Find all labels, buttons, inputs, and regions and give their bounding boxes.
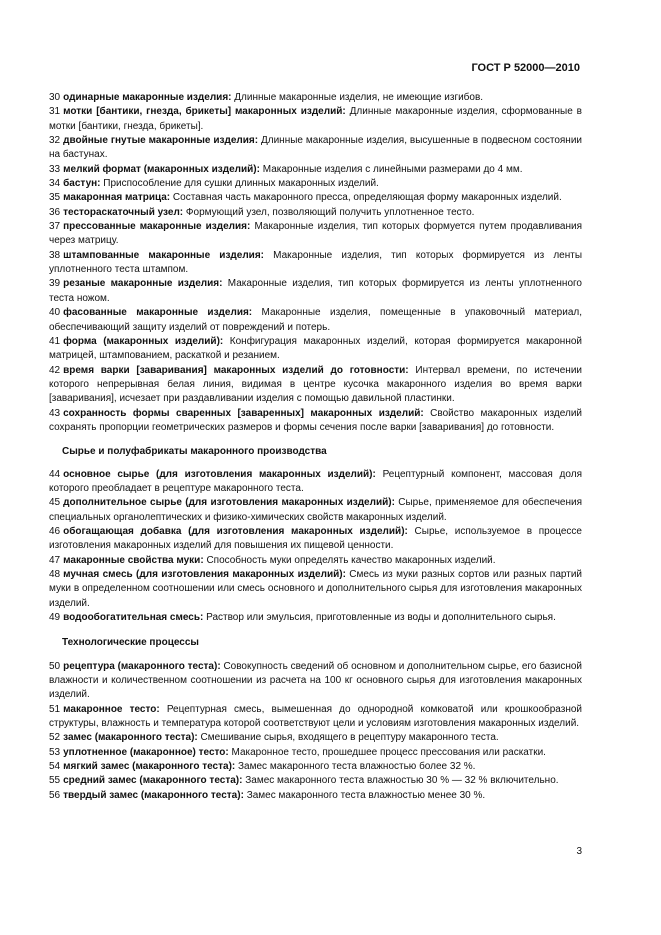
term-name: прессованные макаронные изделия: [63,221,251,233]
term-name: мотки [бантики, гнезда, брикеты] макаронных изделий: [63,106,346,118]
term-definition: Совокупность сведений об основном и дополнительном сырье, его базисной влажности и количественном соотношении из расчета на 100 кг основного сырья для изготовления макаронных изделий. [49,660,582,701]
term-definition: Смешивание сырья, входящего в рецептуру макаронного теста. [200,732,499,744]
term-name: водообогатительная смесь: [63,612,204,624]
term-entry [49,568,582,611]
section-heading-processes: Технологические процессы [62,637,199,649]
term-name: резаные макаронные изделия: [63,278,223,290]
term-definition: Сырье, применяемое для обеспечения специальных органолептических и физико-химических свойств макаронных изделий. [49,497,582,523]
term-number: 55 [49,775,61,787]
term-list-processes [49,660,582,803]
term-entry [49,163,582,177]
term-name: сохранность формы сваренных [заваренных] макаронных изделий: [63,407,424,419]
term-number: 40 [49,307,61,319]
term-number: 51 [49,703,61,715]
term-definition: Конфигурация макаронных изделий, которая формируется макаронной матрицей, штампованием, раскаткой и резанием. [49,335,582,362]
term-definition: Свойство макаронных изделий сохранять пропорции геометрических размеров и формы сечения после варки [заваривания] до готовности. [49,407,582,433]
term-list-raw-materials [49,468,582,626]
term-name: средний замес (макаронного теста): [63,775,243,787]
term-number: 35 [49,192,61,204]
term-number: 33 [49,163,61,175]
term-name: макаронные свойства муки: [63,554,204,566]
term-definition: Замес макаронного теста влажностью 30 % — 32 % включительно. [245,775,559,787]
term-entry [49,191,582,205]
term-definition: Длинные макаронные изделия, не имеющие изгибов. [234,92,484,103]
term-definition: Макаронные изделия, тип которых формуется путем продавливания через матрицу. [49,221,583,247]
document-body [49,91,582,803]
term-name: одинарные макаронные изделия: [63,92,232,103]
term-entry [49,660,582,703]
term-definition: Рецептурный компонент, массовая доля которого преобладает в рецептуре макаронного теста. [49,468,582,494]
term-entry [49,760,582,774]
term-number: 56 [49,789,61,801]
term-name: мягкий замес (макаронного теста): [63,761,236,773]
term-entry [49,335,582,364]
term-definition: Сырье, используемое в процессе изготовления макаронных изделий для повышения их пищевой ценности. [49,525,582,552]
term-entry [49,91,582,105]
term-entry [49,611,582,625]
term-number: 52 [49,732,61,744]
term-number: 50 [49,660,61,672]
term-name: двойные гнутые макаронные изделия: [63,135,259,147]
term-definition: Составная часть макаронного пресса, определяющая форму макаронных изделий. [172,192,562,204]
term-name: время варки [заваривания] макаронных изделий до готовности: [63,364,409,376]
term-name: основное сырье (для изготовления макаронных изделий): [63,468,376,480]
term-entry [49,554,582,568]
term-number: 43 [49,407,61,419]
term-definition: Смесь из муки разных сортов или разных партий муки в определенном соотношении или смесь основного и дополнительного сырья для изготовления макаронных изделий. [49,569,583,609]
term-entry [49,468,582,497]
term-name: штампованные макаронные изделия: [63,249,264,261]
term-list-forms [49,91,582,435]
term-entry [49,746,582,760]
term-entry [49,249,582,278]
term-name: рецептура (макаронного теста): [63,660,221,672]
term-entry [49,789,582,803]
section-heading-raw-materials: Сырье и полуфабрикаты макаронного производства [62,446,327,458]
term-entry [49,306,582,335]
term-name: макаронная матрица: [63,192,171,204]
term-name: дополнительное сырье (для изготовления макаронных изделий): [63,497,395,509]
term-definition: Макаронные изделия, помещенные в упаковочный материал, обеспечивающий защиту изделий от повреждений и потерь. [49,307,582,333]
term-name: форма (макаронных изделий): [63,335,224,347]
term-entry [49,774,582,788]
term-definition: Макаронные изделия, тип которых формируется из ленты уплотненного теста ножом. [49,278,582,304]
term-name: мучная смесь (для изготовления макаронных изделий): [63,569,346,580]
term-entry [49,220,582,249]
term-number: 41 [49,335,61,347]
term-entry [49,277,582,306]
term-number: 37 [49,221,61,233]
term-number: 49 [49,612,61,624]
term-definition: Макаронное тесто, прошедшее процесс прессования или раскатки. [231,746,546,758]
term-definition: Раствор или эмульсия, приготовленные из воды и дополнительного сырья. [206,612,556,624]
term-number: 47 [49,554,61,566]
term-definition: Макаронные изделия, тип которых формируется из ленты уплотненного теста штампом. [49,249,583,276]
term-number: 45 [49,497,61,509]
term-definition: Рецептурная смесь, вымешенная до однородной комковатой или крошкообразной структуры, влажность и температура которой соответствуют цели и условиям изготовления макаронных изделий. [49,703,582,730]
term-number: 34 [49,178,61,190]
term-number: 32 [49,135,61,147]
page-number: 3 [576,846,582,857]
term-number: 54 [49,761,61,773]
document-header: ГОСТ Р 52000—2010 [471,62,580,74]
term-entry [49,407,582,436]
term-name: фасованные макаронные изделия: [63,307,253,319]
term-number: 38 [49,249,61,261]
term-entry [49,206,582,220]
term-name: уплотненное (макаронное) тесто: [63,746,229,758]
term-definition: Приспособление для сушки длинных макаронных изделий. [103,178,379,190]
term-entry [49,364,582,407]
term-number: 46 [49,525,61,537]
term-number: 31 [49,106,61,118]
term-number: 39 [49,278,61,290]
term-entry [49,134,582,163]
term-entry [49,703,582,732]
term-name: мелкий формат (макаронных изделий): [63,163,260,175]
term-number: 48 [49,569,61,580]
term-definition: Формующий узел, позволяющий получить уплотненное тесто. [185,206,475,218]
term-definition: Длинные макаронные изделия, сформованные в мотки [бантики, гнезда, брикеты]. [49,106,582,132]
term-name: замес (макаронного теста): [63,732,198,744]
term-definition: Макаронные изделия с линейными размерами до 4 мм. [262,163,523,175]
term-name: макаронное тесто: [63,703,160,715]
term-name: обогащающая добавка (для изготовления макаронных изделий): [63,525,408,537]
term-definition: Длинные макаронные изделия, высушенные в подвесном состоянии на бастунах. [49,135,582,161]
term-number: 42 [49,364,61,376]
term-entry [49,496,582,525]
term-number: 30 [49,92,61,103]
term-name: твердый замес (макаронного теста): [63,789,244,801]
term-entry [49,105,582,134]
term-definition: Замес макаронного теста влажностью более 32 %. [238,761,476,773]
term-number: 53 [49,746,61,758]
term-definition: Интервал времени, по истечении которого непрерывная белая линия, видимая в центре кусочка макаронного изделия во время варки [заваривания], исчезает при раздавливании изделия с помощью давильной пластинки. [49,364,583,405]
term-number: 44 [49,468,61,480]
term-definition: Способность муки определять качество макаронных изделий. [206,554,496,566]
term-entry [49,177,582,191]
term-entry [49,731,582,745]
term-definition: Замес макаронного теста влажностью менее 30 %. [246,789,486,801]
term-name: бастун: [63,178,101,190]
term-name: тестораскаточный узел: [63,206,184,218]
term-entry [49,525,582,554]
term-number: 36 [49,206,61,218]
